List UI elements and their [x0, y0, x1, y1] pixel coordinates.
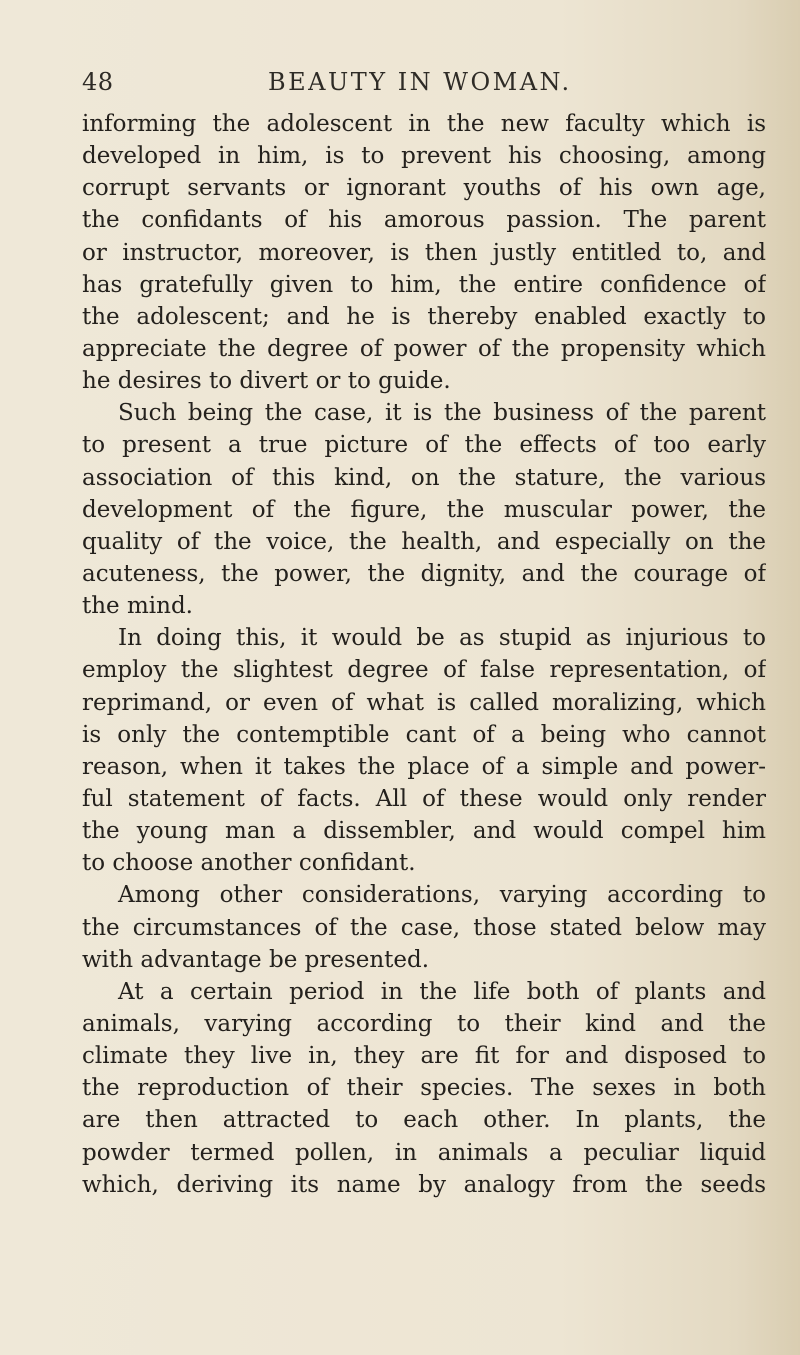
- text-line: At a certain period in the life both of plants and: [118, 978, 766, 1005]
- text-line: the adolescent; and he is thereby enabled exactly to: [82, 303, 766, 330]
- text-line: powder termed pollen, in animals a peculiar liquid: [82, 1139, 766, 1166]
- text-line: corrupt servants or ignorant youths of his own age,: [82, 175, 766, 202]
- text-line: acuteness, the power, the dignity, and the courage of: [82, 560, 766, 587]
- text-line: animals, varying according to their kind and the: [82, 1010, 766, 1037]
- text-line: developed in him, is to prevent his choosing, among: [82, 143, 766, 170]
- text-line: is only the contemptible cant of a being who cannot: [82, 721, 766, 748]
- text-line: he desires to divert or to guide.: [82, 368, 451, 395]
- body-text: [82, 108, 766, 1201]
- text-line: Such being the case, it is the business of the parent: [118, 400, 766, 427]
- text-line: the mind.: [82, 593, 193, 620]
- text-line: reason, when it takes the place of a simple and power-: [82, 753, 766, 780]
- text-line: the young man a dissembler, and would compel him: [82, 818, 766, 845]
- text-line: to choose another confidant.: [82, 850, 416, 877]
- text-line: quality of the voice, the health, and especially on the: [82, 528, 766, 555]
- text-line: or instructor, moreover, is then justly entitled to, and: [82, 239, 766, 266]
- text-line: informing the adolescent in the new faculty which is: [82, 111, 766, 137]
- page-number: 48: [82, 68, 114, 96]
- text-line: the circumstances of the case, those stated below may: [82, 914, 766, 941]
- running-head: [0, 68, 800, 104]
- text-line: are then attracted to each other. In plants, the: [82, 1107, 766, 1134]
- text-line: the reproduction of their species. The sexes in both: [82, 1075, 766, 1102]
- text-line: Among other considerations, varying according to: [118, 882, 766, 909]
- text-line: with advantage be presented.: [82, 946, 430, 973]
- text-line: climate they live in, they are fit for and disposed to: [82, 1043, 766, 1070]
- text-line: ful statement of facts. All of these would only render: [82, 785, 766, 812]
- text-line: reprimand, or even of what is called moralizing, which: [82, 689, 766, 716]
- text-line: In doing this, it would be as stupid as injurious to: [118, 625, 766, 652]
- text-line: the confidants of his amorous passion. The parent: [82, 207, 766, 234]
- running-title: BEAUTY IN WOMAN.: [268, 68, 572, 96]
- text-line: has gratefully given to him, the entire confidence of: [82, 271, 766, 298]
- text-line: employ the slightest degree of false representation, of: [82, 657, 766, 684]
- text-line: appreciate the degree of power of the propensity which: [82, 335, 766, 362]
- text-line: which, deriving its name by analogy from the seeds: [82, 1171, 766, 1198]
- text-line: to present a true picture of the effects of too early: [82, 432, 766, 459]
- text-line: association of this kind, on the stature, the various: [82, 464, 766, 491]
- text-line: development of the figure, the muscular power, the: [82, 496, 766, 523]
